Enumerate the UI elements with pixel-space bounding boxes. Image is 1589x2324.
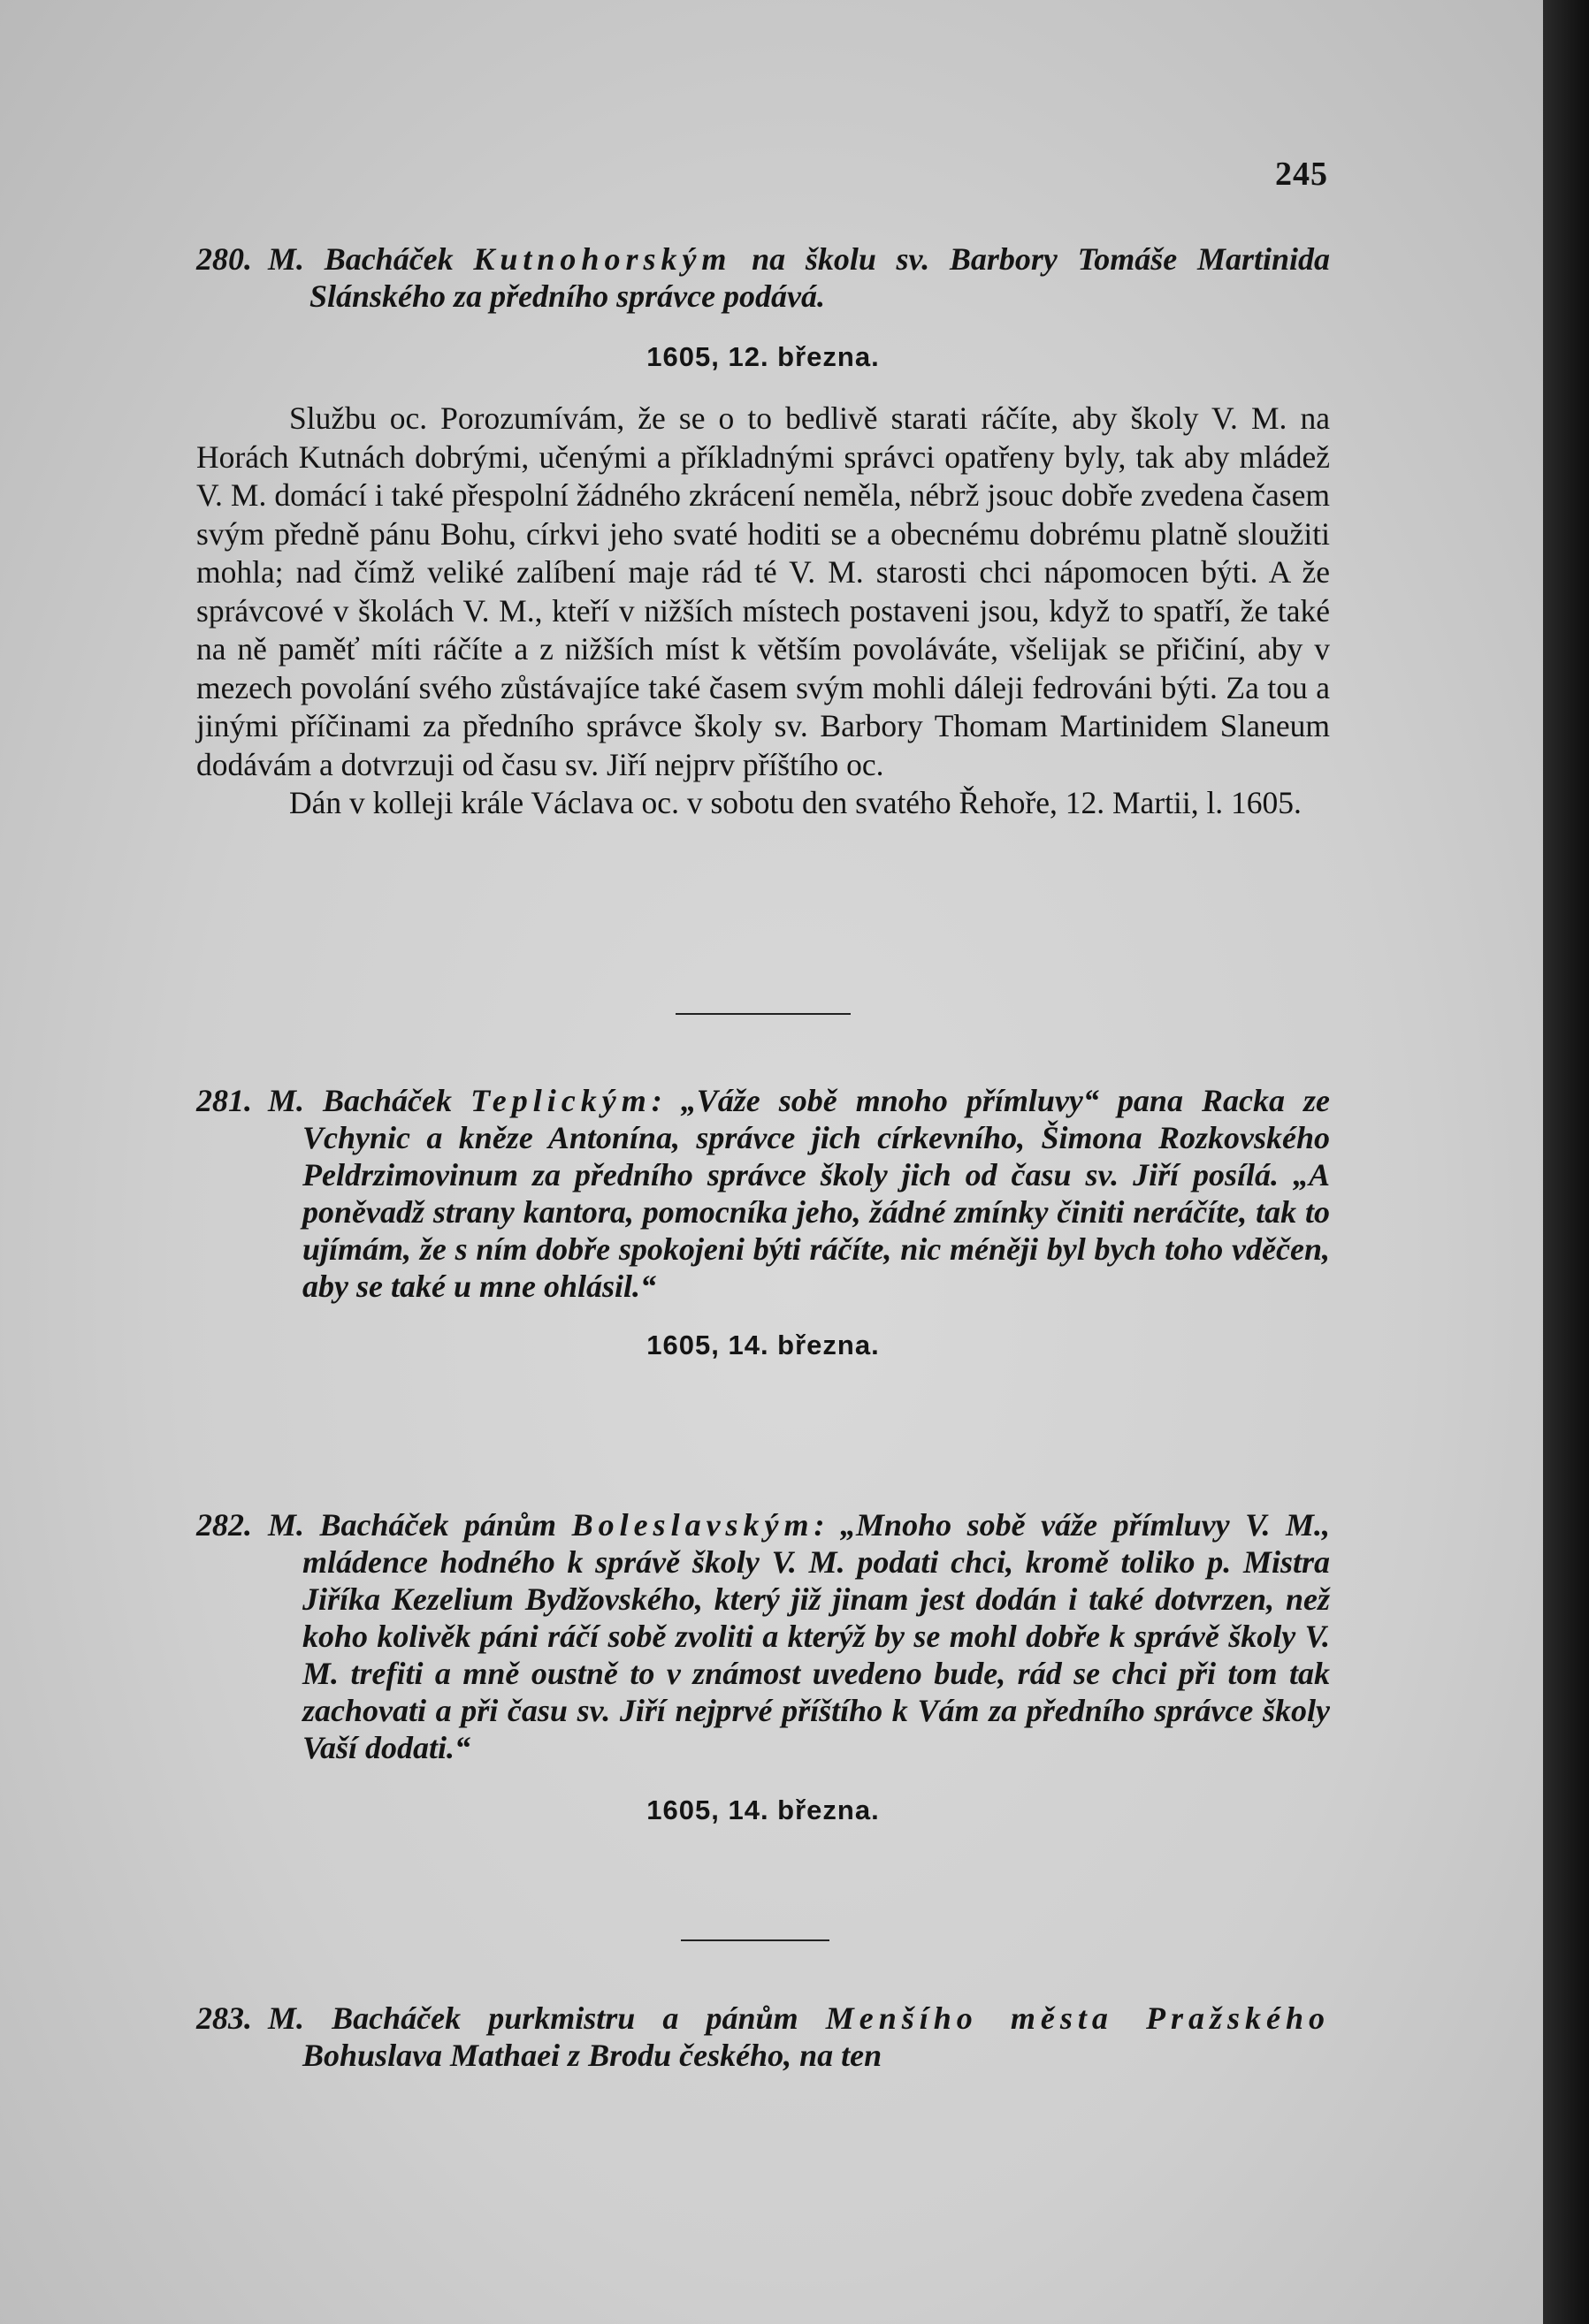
- heading-rest: Bohuslava Mathaei z Brodu českého, na ten: [302, 2038, 882, 2073]
- heading-addressee: Boleslavským: [571, 1507, 814, 1543]
- entry-number: 283.: [196, 2000, 252, 2036]
- entry-281: [196, 1082, 1330, 1361]
- heading-rest: : „Mnoho sobě váže přímluvy V. M., mládence hodného k správě školy V. M. podati chci, kromě toliko p. Mistra Jiříka Kezelium Bydžovského, který již jinam jest dodán i také dotvrzen, než koho kolivěk páni ráčí sobě zvoliti a kterýž by se mohl dobře k správě školy V. M. trefiti a mně oustně to v známost uvedeno bude, rád se chci při tom tak zachovati a při času sv. Jiří nejprvé příštího k Vám za předního správce školy Vaší dodati.“: [302, 1507, 1330, 1765]
- heading-lead: M. Bacháček: [268, 241, 474, 277]
- page-number: 245: [1275, 156, 1328, 193]
- section-divider: [676, 1013, 851, 1015]
- entry-number: 280.: [196, 241, 252, 277]
- heading-lead: M. Bacháček purkmistru a pánům: [268, 2000, 826, 2036]
- heading-addressee: Menšího města Pražského: [825, 2000, 1330, 2036]
- entry-paragraph: Službu oc. Porozumívám, že se o to bedlivě starati ráčíte, aby školy V. M. na Horách Kutnách dobrými, učenými a příkladnými správci opatřeny byly, tak aby mládež V. M. domácí i také přespolní žádného zkrácení neměla, nébrž jsouc dobře zvedena časem svým předně pánu Bohu, církvi jeho svaté hoditi se a obecnému dobrému platně sloužiti mohla; nad čímž veliké zalíbení maje rád té V. M. starosti chci nápomocen býti. A že správcové v školách V. M., kteří v nižších místech postaveni jsou, když to spatří, že také na ně paměť míti ráčíte a z nižších míst k větším povoláváte, všelijak se přičiní, aby v mezech povolání svého zůstávajíce také časem svým mohli dáleji fedrováni býti. Za tou a jinými příčinami za předního správce školy sv. Barbory Thomam Martinidem Slaneum dodávám a dotvrzuji od času sv. Jiří nejprv příštího oc.: [196, 400, 1330, 782]
- entry-paragraph: Dán v kolleji krále Václava oc. v sobotu den svatého Řehoře, 12. Martii, l. 1605.: [289, 785, 1302, 820]
- entry-number: 282.: [196, 1507, 252, 1543]
- heading-lead: M. Bacháček: [268, 1083, 471, 1118]
- heading-addressee: Kutnohorským: [473, 241, 732, 277]
- heading-addressee: Teplickým: [470, 1083, 652, 1118]
- entry-date: 1605, 14. března.: [646, 1330, 880, 1360]
- section-divider: [681, 1939, 829, 1941]
- page-edge-shadow: [1543, 0, 1589, 2324]
- entry-heading: [196, 1506, 1330, 1766]
- heading-rest: : „Váže sobě mnoho přímluvy“ pana Racka ze Vchynic a kněze Antonína, správce jich církevního, Šimona Rozkovského Peldrzimovinum za předního správce školy jich od času sv. Jiří posílá. „A poněvadž strany kantora, pomocníka jeho, žádné zmínky činiti neráčíte, tak to ujímám, že s ním dobře spokojeni býti ráčíte, nic méněji byl bych toho vděčen, aby se také u mne ohlásil.“: [302, 1083, 1330, 1304]
- entry-date: 1605, 14. března.: [646, 1794, 880, 1825]
- entry-heading: [196, 1082, 1330, 1305]
- heading-lead: M. Bacháček pánům: [268, 1507, 572, 1543]
- entry-heading: [196, 2000, 1330, 2074]
- entry-280: [196, 240, 1330, 823]
- entry-282: [196, 1506, 1330, 1826]
- heading-rest: na školu sv. Barbory Tomáše Martinida Slánského za předního správce podává.: [309, 241, 1330, 314]
- entry-number: 281.: [196, 1083, 252, 1118]
- entry-date: 1605, 12. března.: [646, 341, 880, 372]
- entry-283: [196, 2000, 1330, 2074]
- entry-heading: [196, 240, 1330, 315]
